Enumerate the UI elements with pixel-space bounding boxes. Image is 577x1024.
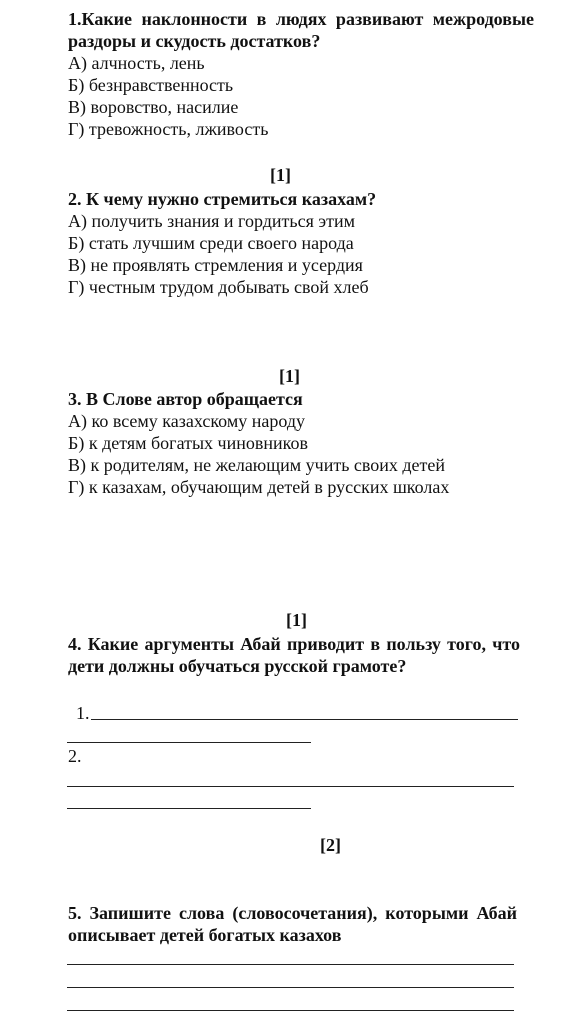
- answer-2-line[interactable]: [67, 786, 514, 787]
- question-2-score: [1]: [279, 366, 300, 386]
- question-2-option-d: Г) честным трудом добывать свой хлеб: [68, 277, 369, 297]
- question-5: [68, 902, 517, 946]
- answer-5-line-2[interactable]: [67, 987, 514, 988]
- answer-1-line-continued[interactable]: [67, 742, 311, 743]
- question-1: [68, 8, 534, 140]
- question-1-option-a: А) алчность, лень: [68, 53, 205, 73]
- question-4: [68, 633, 520, 677]
- question-2-option-c: В) не проявлять стремления и усердия: [68, 255, 363, 275]
- answer-2-label: 2.: [68, 746, 82, 766]
- answer-5-line-3[interactable]: [67, 1010, 514, 1011]
- question-3-option-c: В) к родителям, не желающим учить своих детей: [68, 455, 446, 475]
- question-2-title: 2. К чему нужно стремиться казахам?: [68, 189, 377, 209]
- question-1-option-c: В) воровство, насилие: [68, 97, 239, 117]
- question-1-option-d: Г) тревожность, лживость: [68, 119, 269, 139]
- question-2: [68, 188, 534, 298]
- question-5-title: 5. Запишите слова (словосочетания), которыми Абай описывает детей богатых казахов: [68, 903, 517, 945]
- answer-1-label: 1.: [76, 703, 90, 723]
- answer-2-line-continued[interactable]: [67, 808, 311, 809]
- question-1-score: [1]: [270, 165, 291, 185]
- question-3-option-d: Г) к казахам, обучающим детей в русских школах: [68, 477, 450, 497]
- question-3-option-a: А) ко всему казахскому народу: [68, 411, 305, 431]
- question-3: [68, 388, 534, 498]
- question-1-option-b: Б) безнравственность: [68, 75, 234, 95]
- question-3-title: 3. В Слове автор обращается: [68, 389, 303, 409]
- answer-1-line[interactable]: [91, 719, 518, 720]
- question-4-score: [2]: [320, 835, 341, 855]
- question-2-option-b: Б) стать лучшим среди своего народа: [68, 233, 354, 253]
- question-1-title: 1.Какие наклонности в людях развивают межродовые раздоры и скудость достатков?: [68, 9, 534, 51]
- question-4-title: 4. Какие аргументы Абай приводит в пользу того, что дети должны обучаться русской грамоте?: [68, 634, 520, 676]
- question-3-option-b: Б) к детям богатых чиновников: [68, 433, 308, 453]
- answer-5-line-1[interactable]: [67, 964, 514, 965]
- question-3-score: [1]: [286, 610, 307, 630]
- question-2-option-a: А) получить знания и гордиться этим: [68, 211, 355, 231]
